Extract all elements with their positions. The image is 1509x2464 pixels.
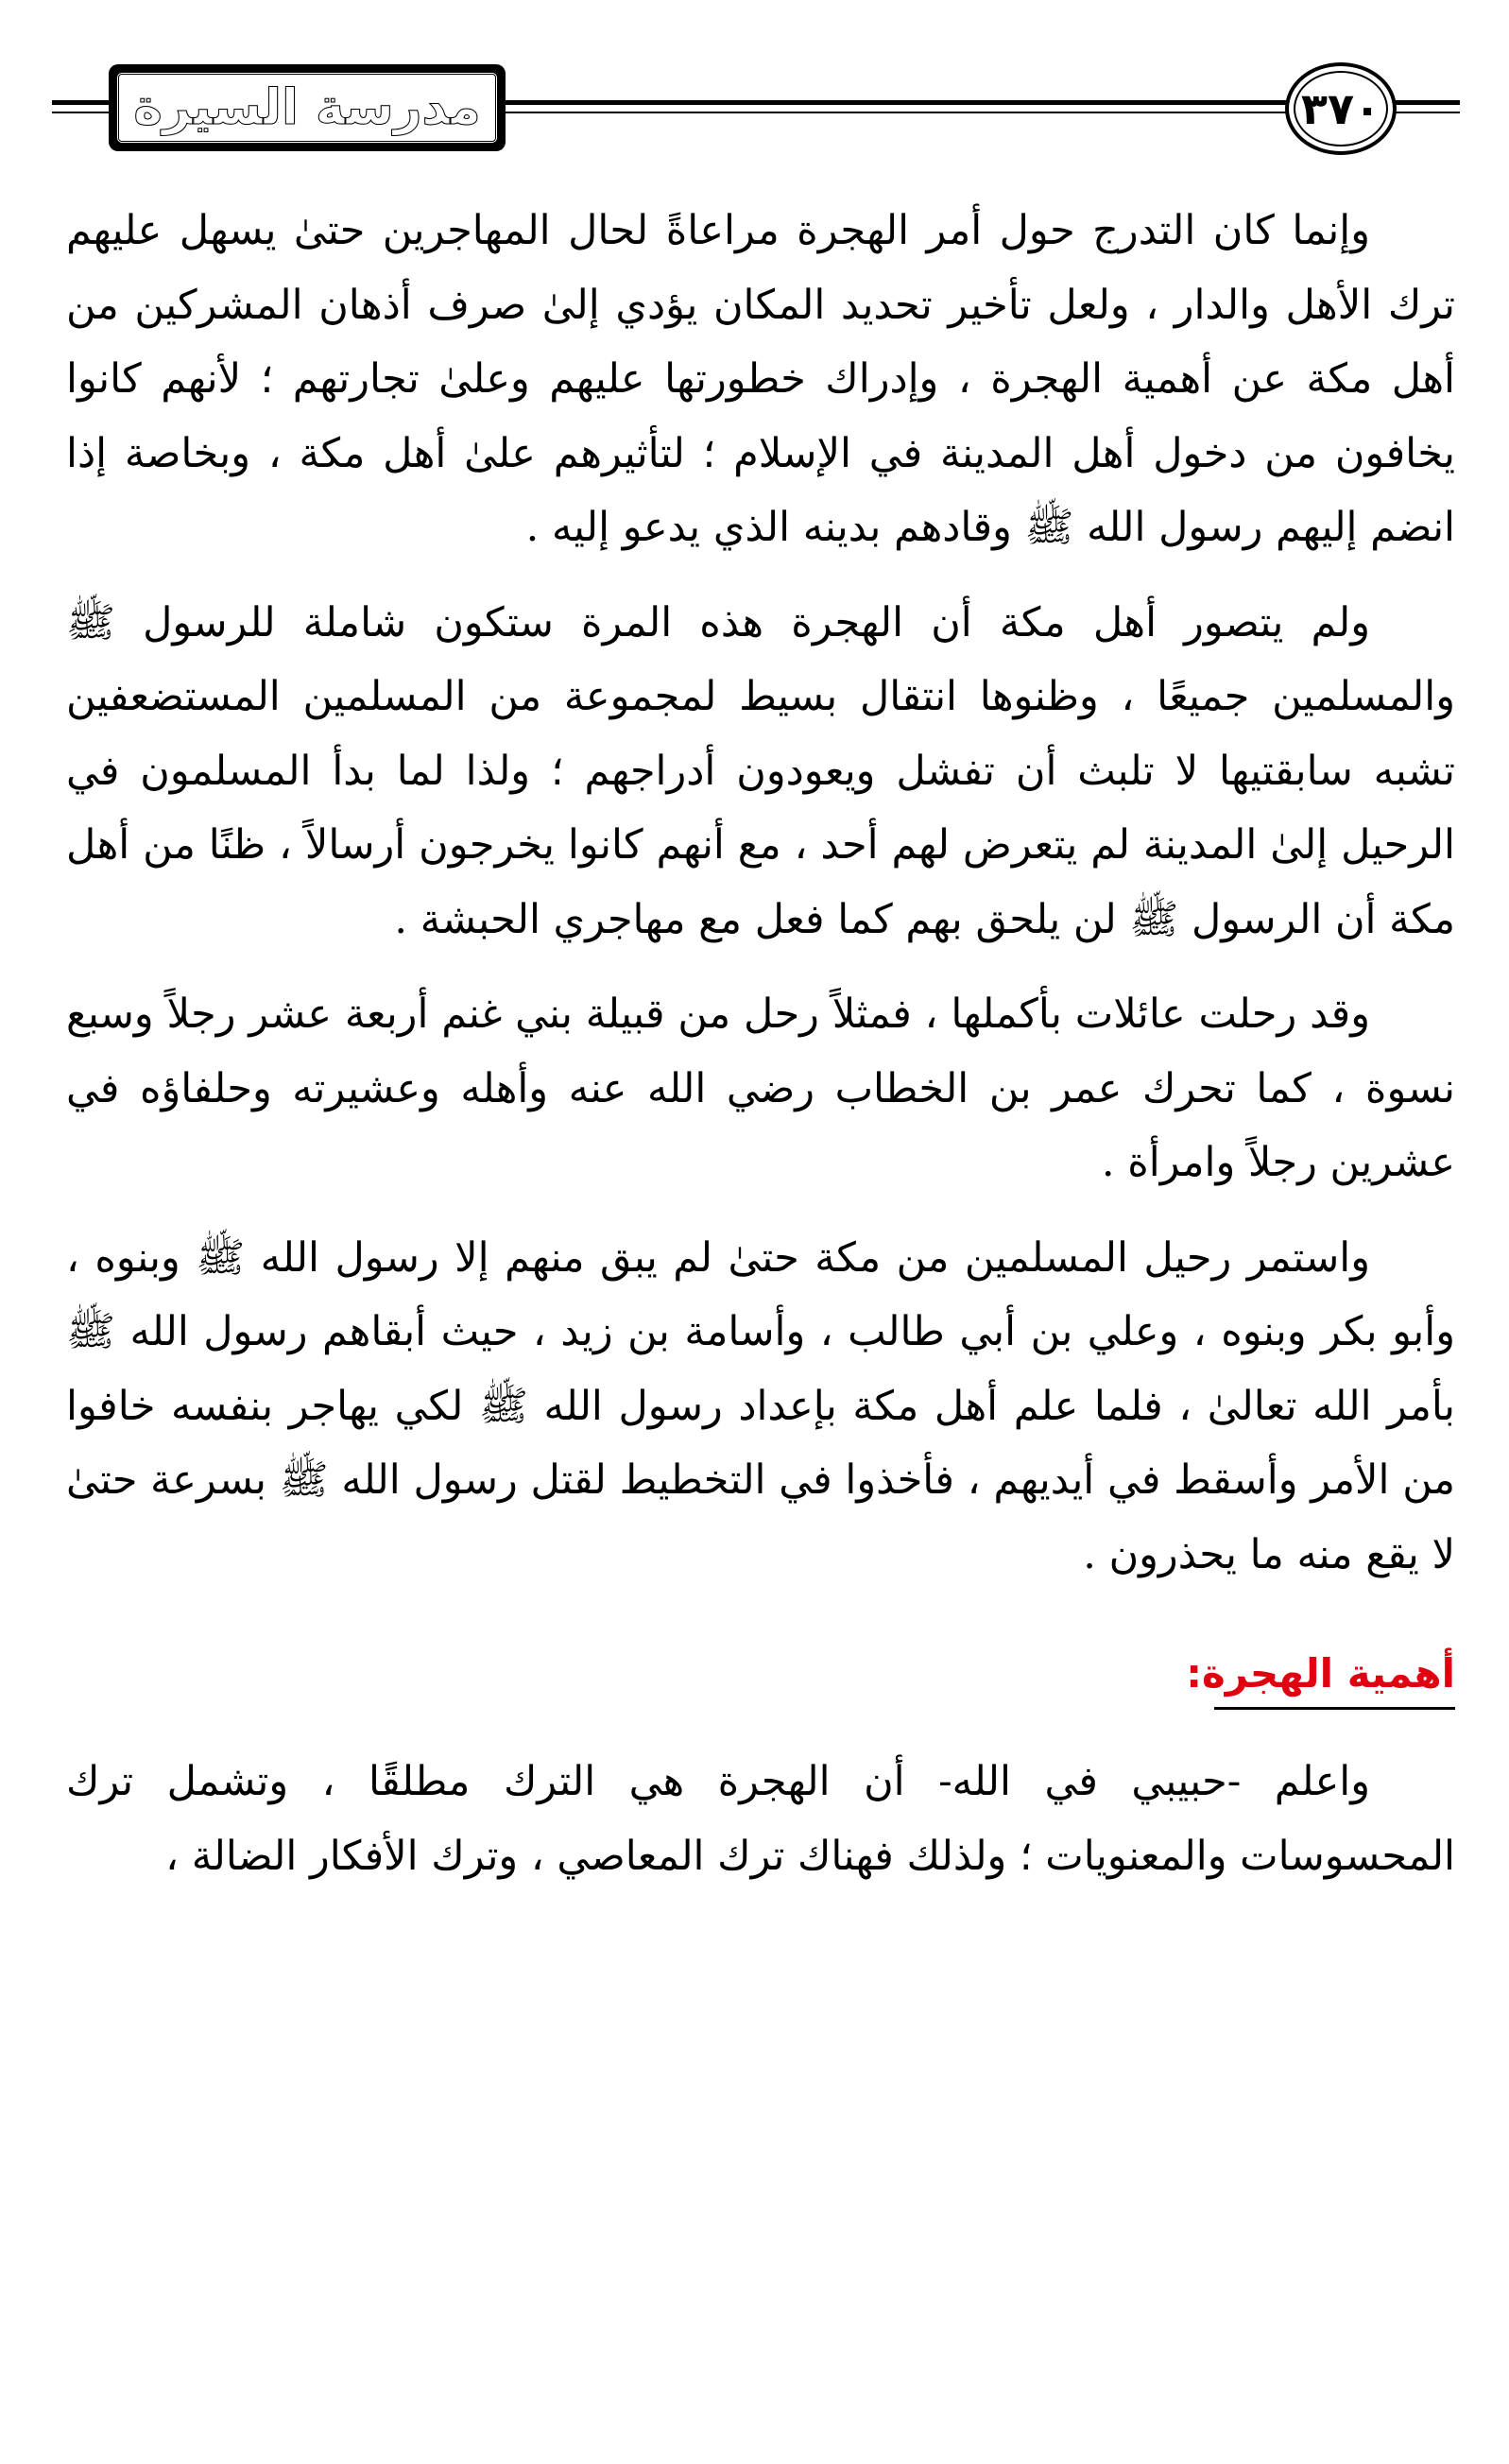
book-title-frame: [116, 72, 498, 144]
paragraph-4: واستمر رحيل المسلمين من مكة حتىٰ لم يبق منهم إلا رسول الله ﷺ وبنوه ، وأبو بكر وبنوه ، وعلي بن أبي طالب ، وأسامة بن زيد ، حيث أبقاهم رسول الله ﷺ بأمر الله تعالىٰ ، فلما علم أهل مكة بإعداد رسول الله ﷺ لكي يهاجر بنفسه خافوا من الأمر وأسقط في أيديهم ، فأخذوا في التخطيط لقتل رسول الله ﷺ بسرعة حتىٰ لا يقع منه ما يحذرون .: [66, 1233, 1455, 1578]
page-content: [66, 194, 1455, 1893]
paragraph-2: ولم يتصور أهل مكة أن الهجرة هذه المرة ستكون شاملة للرسول ﷺ والمسلمين جميعًا ، وظنوها انتقال بسيط لمجموعة من المسلمين المستضعفين تشبه سابقتيها لا تلبث أن تفشل ويعودون أدراجهم ؛ ولذا لما بدأ المسلمون في الرحيل إلىٰ المدينة لم يتعرض لهم أحد ، مع أنهم كانوا يخرجون أرسالاً ، ظنًا من أهل مكة أن الرسول ﷺ لن يلحق بهم كما فعل مع مهاجري الحبشة .: [66, 598, 1455, 943]
paragraph-5: واعلم -حبيبي في الله- أن الهجرة هي الترك مطلقًا ، وتشمل ترك المحسوسات والمعنويات ؛ ولذلك فهناك ترك المعاصي ، وترك الأفكار الضالة ،: [66, 1758, 1455, 1880]
page-number: ٣٧٠: [1285, 62, 1397, 155]
page-header: [52, 59, 1460, 172]
paragraph-1: وإنما كان التدرج حول أمر الهجرة مراعاةً لحال المهاجرين حتىٰ يسهل عليهم ترك الأهل والدار ، ولعل تأخير تحديد المكان يؤدي إلىٰ صرف أذهان المشركين من أهل مكة عن أهمية الهجرة ، وإدراك خطورتها عليهم وعلىٰ تجارتهم ؛ لأنهم كانوا يخافون من دخول أهل المدينة في الإسلام ؛ لتأثيرهم علىٰ أهل مكة ، وبخاصة إذا انضم إليهم رسول الله ﷺ وقادهم بدينه الذي يدعو إليه .: [66, 207, 1455, 551]
book-title: مدرسة السيرة: [133, 79, 481, 136]
book-title-box: [109, 64, 506, 151]
section-heading-block: [66, 1620, 1455, 1724]
paragraph-3: وقد رحلت عائلات بأكملها ، فمثلاً رحل من قبيلة بني غنم أربعة عشر رجلاً وسبع نسوة ، كما تحرك عمر بن الخطاب رضي الله عنه وأهله وعشيرته وحلفاؤه في عشرين رجلاً وامرأة .: [66, 991, 1455, 1186]
section-heading: أهمية الهجرة:: [1186, 1650, 1455, 1697]
section-heading-underline: [1214, 1707, 1455, 1710]
